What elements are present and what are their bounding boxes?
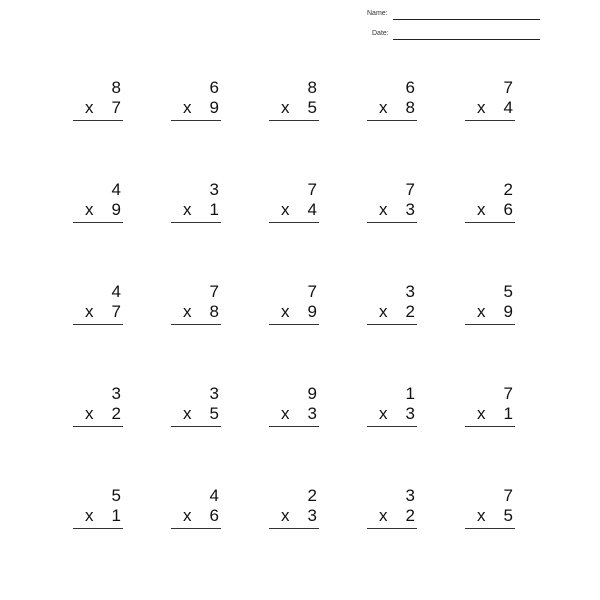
answer-line	[269, 120, 319, 121]
top-number: 4	[111, 180, 121, 199]
problem-21	[73, 486, 123, 530]
answer-line	[269, 528, 319, 529]
top-number: 7	[503, 384, 513, 403]
problem-9	[367, 180, 417, 224]
bottom-number: 6	[209, 506, 219, 525]
answer-line	[465, 426, 515, 427]
multiply-sign: x	[281, 200, 290, 219]
multiply-sign: x	[379, 98, 388, 117]
bottom-number: 6	[503, 200, 513, 219]
answer-line	[73, 426, 123, 427]
multiply-sign: x	[85, 302, 94, 321]
bottom-number: 1	[209, 200, 219, 219]
answer-line	[465, 528, 515, 529]
date-label: Date:	[372, 30, 389, 37]
multiply-sign: x	[379, 404, 388, 423]
multiply-sign: x	[183, 506, 192, 525]
multiply-sign: x	[183, 302, 192, 321]
answer-line	[171, 120, 221, 121]
top-number: 2	[307, 486, 317, 505]
top-number: 3	[405, 282, 415, 301]
answer-line	[465, 222, 515, 223]
problem-7	[171, 180, 221, 224]
problem-2	[171, 78, 221, 122]
problem-19	[367, 384, 417, 428]
bottom-number: 5	[209, 404, 219, 423]
answer-line	[367, 222, 417, 223]
bottom-number: 5	[307, 98, 317, 117]
bottom-number: 9	[111, 200, 121, 219]
problem-18	[269, 384, 319, 428]
top-number: 7	[209, 282, 219, 301]
problem-6	[73, 180, 123, 224]
date-line[interactable]	[393, 39, 540, 40]
problem-13	[269, 282, 319, 326]
answer-line	[367, 120, 417, 121]
answer-line	[73, 324, 123, 325]
multiply-sign: x	[477, 302, 486, 321]
answer-line	[73, 222, 123, 223]
bottom-number: 2	[111, 404, 121, 423]
answer-line	[367, 324, 417, 325]
multiply-sign: x	[477, 200, 486, 219]
bottom-number: 9	[503, 302, 513, 321]
top-number: 7	[307, 282, 317, 301]
top-number: 8	[111, 78, 121, 97]
answer-line	[171, 222, 221, 223]
answer-line	[269, 222, 319, 223]
problem-14	[367, 282, 417, 326]
date-field[interactable]	[367, 28, 540, 42]
bottom-number: 3	[307, 404, 317, 423]
multiply-sign: x	[281, 404, 290, 423]
problem-4	[367, 78, 417, 122]
answer-line	[269, 426, 319, 427]
problem-5	[465, 78, 515, 122]
top-number: 7	[503, 78, 513, 97]
problem-8	[269, 180, 319, 224]
name-field[interactable]	[367, 8, 540, 22]
bottom-number: 3	[405, 200, 415, 219]
multiply-sign: x	[85, 404, 94, 423]
bottom-number: 1	[111, 506, 121, 525]
problem-22	[171, 486, 221, 530]
bottom-number: 2	[405, 506, 415, 525]
problem-23	[269, 486, 319, 530]
answer-line	[171, 426, 221, 427]
problem-24	[367, 486, 417, 530]
multiply-sign: x	[281, 98, 290, 117]
bottom-number: 9	[307, 302, 317, 321]
problem-15	[465, 282, 515, 326]
answer-line	[367, 426, 417, 427]
answer-line	[171, 324, 221, 325]
multiply-sign: x	[379, 506, 388, 525]
multiply-sign: x	[183, 200, 192, 219]
multiply-sign: x	[379, 302, 388, 321]
top-number: 7	[307, 180, 317, 199]
multiply-sign: x	[85, 98, 94, 117]
problem-3	[269, 78, 319, 122]
answer-line	[367, 528, 417, 529]
bottom-number: 4	[307, 200, 317, 219]
bottom-number: 5	[503, 506, 513, 525]
answer-line	[269, 324, 319, 325]
top-number: 7	[503, 486, 513, 505]
answer-line	[465, 120, 515, 121]
multiply-sign: x	[85, 200, 94, 219]
multiply-sign: x	[477, 98, 486, 117]
top-number: 6	[405, 78, 415, 97]
top-number: 5	[503, 282, 513, 301]
top-number: 1	[405, 384, 415, 403]
problem-1	[73, 78, 123, 122]
multiply-sign: x	[477, 506, 486, 525]
problem-16	[73, 384, 123, 428]
answer-line	[73, 120, 123, 121]
top-number: 2	[503, 180, 513, 199]
top-number: 8	[307, 78, 317, 97]
name-label: Name:	[367, 10, 388, 17]
bottom-number: 3	[307, 506, 317, 525]
top-number: 7	[405, 180, 415, 199]
answer-line	[171, 528, 221, 529]
answer-line	[465, 324, 515, 325]
multiply-sign: x	[281, 302, 290, 321]
top-number: 3	[209, 384, 219, 403]
bottom-number: 1	[503, 404, 513, 423]
bottom-number: 7	[111, 98, 121, 117]
problem-17	[171, 384, 221, 428]
top-number: 4	[209, 486, 219, 505]
problem-20	[465, 384, 515, 428]
bottom-number: 8	[209, 302, 219, 321]
answer-line	[73, 528, 123, 529]
bottom-number: 2	[405, 302, 415, 321]
top-number: 3	[405, 486, 415, 505]
bottom-number: 3	[405, 404, 415, 423]
top-number: 9	[307, 384, 317, 403]
top-number: 6	[209, 78, 219, 97]
multiply-sign: x	[281, 506, 290, 525]
bottom-number: 4	[503, 98, 513, 117]
multiply-sign: x	[379, 200, 388, 219]
name-line[interactable]	[393, 19, 540, 20]
multiply-sign: x	[85, 506, 94, 525]
problem-12	[171, 282, 221, 326]
top-number: 4	[111, 282, 121, 301]
multiply-sign: x	[183, 98, 192, 117]
bottom-number: 7	[111, 302, 121, 321]
problem-25	[465, 486, 515, 530]
problem-11	[73, 282, 123, 326]
multiply-sign: x	[477, 404, 486, 423]
top-number: 3	[111, 384, 121, 403]
problem-10	[465, 180, 515, 224]
bottom-number: 8	[405, 98, 415, 117]
top-number: 5	[111, 486, 121, 505]
top-number: 3	[209, 180, 219, 199]
multiply-sign: x	[183, 404, 192, 423]
bottom-number: 9	[209, 98, 219, 117]
